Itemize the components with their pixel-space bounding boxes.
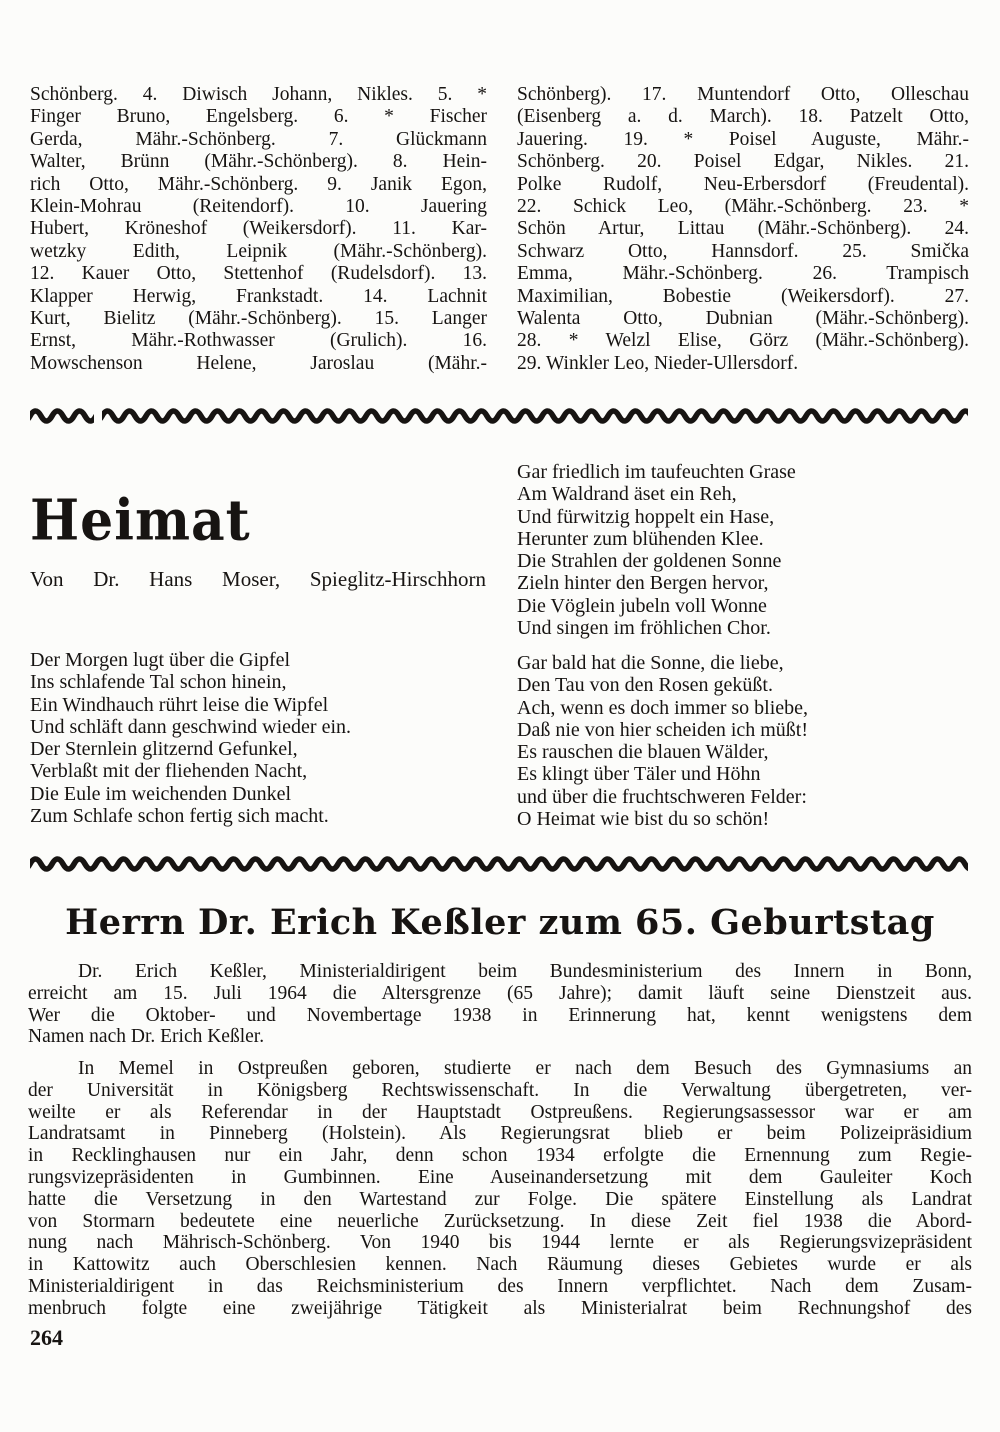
- text-line: Die Strahlen der goldenen Sonne: [517, 550, 782, 573]
- text-line: Es rauschen die blauen Wälder,: [517, 741, 769, 764]
- text-line: Es klingt über Täler und Höhn: [517, 763, 761, 786]
- text-line: 29. Winkler Leo, Nieder-Ullersdorf.: [517, 352, 799, 374]
- text-line: 12. Kauer Otto, Stettenhof (Rudelsdorf). 13.: [30, 263, 487, 285]
- text-line: Am Waldrand äset ein Reh,: [517, 483, 737, 506]
- text-line: Daß nie von hier scheiden ich müßt!: [517, 718, 809, 741]
- article-paragraph-1: [28, 961, 972, 1048]
- text-line: nung nach Mährisch-Schönberg. Von 1940 bis 1944 lernte er als Regierungsvizepräsident: [28, 1232, 972, 1254]
- text-line: Maximilian, Bobestie (Weikersdorf). 27.: [517, 285, 969, 307]
- text-line: Jauering. 19. * Poisel Auguste, Mähr.-: [517, 128, 969, 150]
- text-line: Ein Windhauch rührt leise die Wipfel: [30, 693, 329, 716]
- text-line: Emma, Mähr.-Schönberg. 26. Trampisch: [517, 263, 969, 285]
- text-line: Namen nach Dr. Erich Keßler.: [28, 1026, 265, 1048]
- text-line: Zum Schlafe schon fertig sich macht.: [30, 805, 329, 828]
- text-line: Die Eule im weichenden Dunkel: [30, 782, 292, 805]
- article-paragraph-2: [28, 1058, 972, 1320]
- text-line: Schwarz Otto, Hannsdorf. 25. Smička: [517, 240, 969, 262]
- text-line: In Memel in Ostpreußen geboren, studierte er nach dem Besuch des Gymnasiums an: [78, 1058, 972, 1079]
- text-line: Wer die Oktober- und Novembertage 1938 in Erinnerung hat, kennt wenigstens dem: [28, 1004, 972, 1026]
- text-line: Gerda, Mähr.-Schönberg. 7. Glückmann: [30, 128, 487, 150]
- text-line: menbruch folgte eine zweijährige Tätigkeit als Ministerialrat beim Rechnungshof des: [28, 1297, 972, 1319]
- text-line: rich Otto, Mähr.-Schönberg. 9. Janik Egon,: [30, 173, 487, 195]
- text-line: Schönberg. 4. Diwisch Johann, Nikles. 5. *: [30, 84, 487, 105]
- text-line: rungsvizepräsidenten in Gumbinnen. Eine Auseinandersetzung mit dem Gauleiter Koch: [28, 1166, 972, 1188]
- rope-divider: [102, 407, 968, 425]
- text-line: Zieln hinter den Bergen hervor,: [517, 572, 769, 595]
- text-line: Dr. Erich Keßler, Ministerialdirigent beim Bundesministerium des Innern in Bonn,: [78, 961, 972, 982]
- text-line: Den Tau von den Rosen geküßt.: [517, 674, 773, 697]
- poem-byline-text: Von Dr. Hans Moser, Spieglitz-Hirschhorn: [30, 567, 486, 591]
- text-line: 28. * Welzl Elise, Görz (Mähr.-Schönberg).: [517, 330, 969, 352]
- text-line: Mowschenson Helene, Jaroslau (Mähr.-: [30, 352, 487, 374]
- text-line: Schön Artur, Littau (Mähr.-Schönberg). 24.: [517, 218, 969, 240]
- text-line: Und singen im fröhlichen Chor.: [517, 617, 771, 640]
- poem-stanza-right-top: [517, 461, 969, 639]
- poem-stanza-right-bottom: [517, 652, 969, 830]
- text-line: erreicht am 15. Juli 1964 die Altersgrenze (65 Jahre); damit läuft seine Dienstzeit aus.: [28, 982, 972, 1004]
- text-line: und über die fruchtschweren Felder:: [517, 785, 807, 808]
- text-line: hatte die Versetzung in den Wartestand zur Folge. Die spätere Einstellung als Landrat: [28, 1188, 972, 1210]
- rope-divider-segment: [30, 407, 94, 425]
- rope-divider: [30, 855, 968, 873]
- text-line: wetzky Edith, Leipnik (Mähr.-Schönberg).: [30, 240, 487, 262]
- text-line: Landratsamt in Pinneberg (Holstein). Als Regierungsrat blieb er beim Polizeipräsidium: [28, 1123, 972, 1145]
- text-line: Klein-Mohrau (Reitendorf). 10. Jauering: [30, 196, 487, 218]
- poem-stanza-left: [30, 649, 487, 827]
- text-line: weilte er als Referendar in der Hauptstadt Ostpreußens. Regierungsassessor war er am: [28, 1101, 972, 1123]
- text-line: Der Morgen lugt über die Gipfel: [30, 649, 291, 671]
- text-line: Schönberg). 17. Muntendorf Otto, Olleschau: [517, 84, 969, 105]
- text-line: der Universität in Königsberg Rechtswissenschaft. In die Verwaltung übergetreten, ver-: [28, 1079, 972, 1101]
- text-line: Ins schlafende Tal schon hinein,: [30, 671, 287, 694]
- text-line: Verblaßt mit der fliehenden Nacht,: [30, 760, 308, 783]
- text-line: Hubert, Kröneshof (Weikersdorf). 11. Kar-: [30, 218, 487, 240]
- text-line: Ernst, Mähr.-Rothwasser (Grulich). 16.: [30, 330, 487, 352]
- text-line: von Stormarn bedeutete eine neuerliche Zurücksetzung. In diese Zeit fiel 1938 die Abord-: [28, 1210, 972, 1232]
- poem-title: Heimat: [30, 487, 251, 554]
- member-list-left-column: [30, 84, 487, 375]
- text-line: Der Sternlein glitzernd Gefunkel,: [30, 738, 298, 761]
- poem-byline: [30, 567, 486, 591]
- page-number: 264: [30, 1325, 63, 1350]
- text-line: Gar friedlich im taufeuchten Grase: [517, 461, 796, 483]
- text-line: O Heimat wie bist du so schön!: [517, 808, 770, 831]
- text-line: Walter, Brünn (Mähr.-Schönberg). 8. Hein-: [30, 151, 487, 173]
- member-list-right-column: [517, 84, 969, 375]
- text-line: Ministerialdirigent in das Reichsministerium des Innern verpflichtet. Nach dem Zusam-: [28, 1275, 972, 1297]
- text-line: Finger Bruno, Engelsberg. 6. * Fischer: [30, 106, 487, 128]
- text-line: Kurt, Bielitz (Mähr.-Schönberg). 15. Langer: [30, 308, 487, 330]
- text-line: Klapper Herwig, Frankstadt. 14. Lachnit: [30, 285, 487, 307]
- text-line: 22. Schick Leo, (Mähr.-Schönberg. 23. *: [517, 196, 969, 218]
- text-line: Gar bald hat die Sonne, die liebe,: [517, 652, 784, 674]
- text-line: (Eisenberg a. d. March). 18. Patzelt Otto,: [517, 106, 969, 128]
- text-line: Ach, wenn es doch immer so bliebe,: [517, 696, 809, 719]
- text-line: Die Vöglein jubeln voll Wonne: [517, 594, 767, 617]
- text-line: in Kattowitz auch Oberschlesien kennen. Nach Räumung dieses Gebietes wurde er als: [28, 1254, 972, 1276]
- text-line: Schönberg. 20. Poisel Edgar, Nikles. 21.: [517, 151, 969, 173]
- text-line: Herunter zum blühenden Klee.: [517, 527, 764, 550]
- text-line: Walenta Otto, Dubnian (Mähr.-Schönberg).: [517, 308, 969, 330]
- text-line: Und schläft dann geschwind wieder ein.: [30, 715, 352, 738]
- text-line: in Recklinghausen nur ein Jahr, denn schon 1934 erfolgte die Ernennung zum Regie-: [28, 1145, 972, 1167]
- text-line: Und fürwitzig hoppelt ein Hase,: [517, 505, 775, 528]
- text-line: Polke Rudolf, Neu-Erbersdorf (Freudental).: [517, 173, 969, 195]
- article-title: Herrn Dr. Erich Keßler zum 65. Geburtstag: [65, 902, 935, 943]
